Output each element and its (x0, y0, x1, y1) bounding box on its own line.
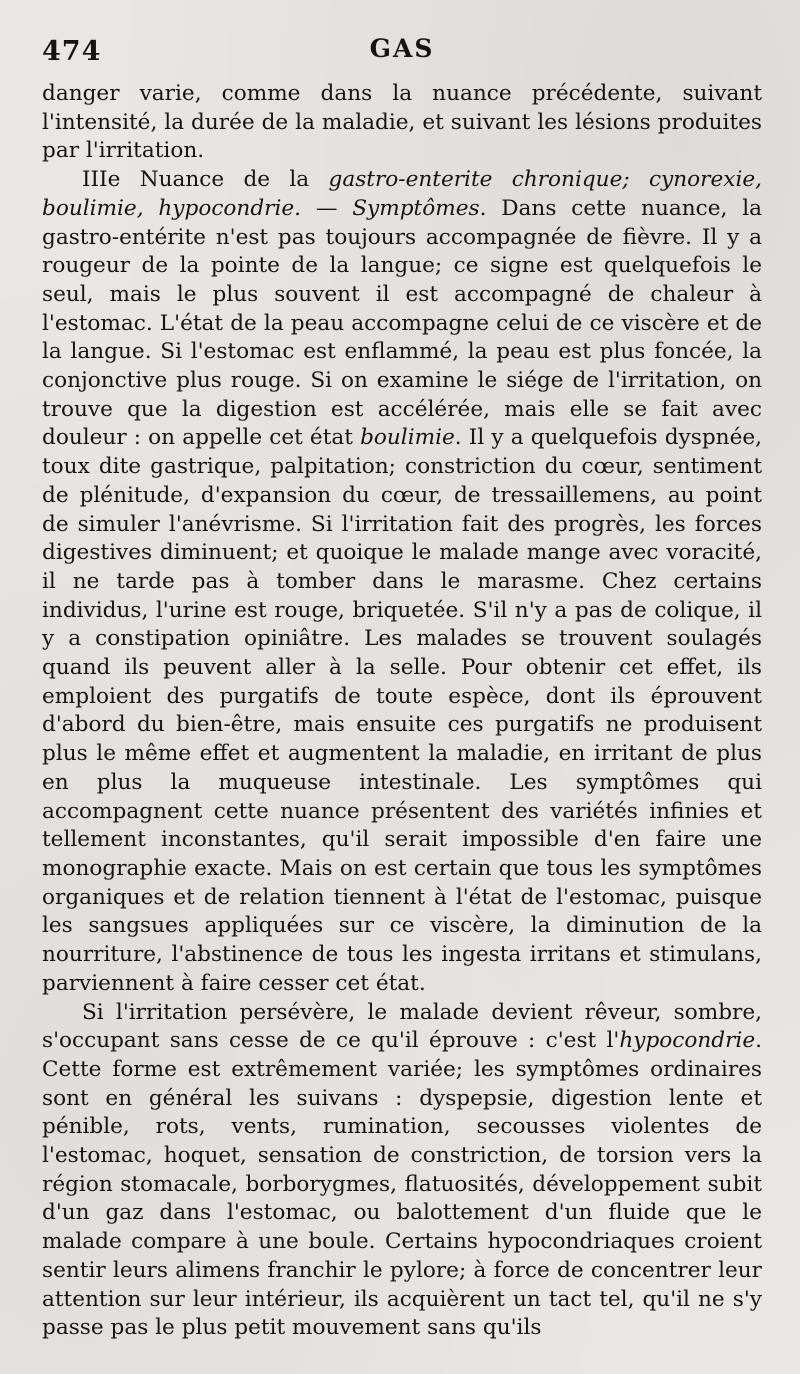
nuance-heading: IIIe Nuance de la (82, 167, 329, 193)
hypocondrie-term: hypocondrie (619, 1028, 756, 1054)
paragraph-3 (42, 999, 762, 1343)
nuance-terms: gastro-enterite chronique; cynorexie, boulimie, hypocondrie. (42, 167, 762, 221)
paragraph-2-text-b: . Il y a quelquefois dyspnée, toux dite gastrique, palpitation; constriction du cœur, sentiment de plénitude, d'expansion du cœur, de tressaillemens, au point de simuler l'anévrisme. Si l'irritation fait des progrès, les forces digestives diminuent; et quoique le malade mange avec voracité, il ne tarde pas à tomber dans le marasme. Chez certains individus, l'urine est rouge, briquetée. S'il n'y a pas de colique, il y a constipation opiniâtre. Les malades se trouvent soulagés quand ils peuvent aller à la selle. Pour obtenir cet effet, ils emploient des purgatifs de toute espèce, dont ils éprouvent d'abord du bien-être, mais ensuite ces purgatifs ne produisent plus le même effet et augmentent la maladie, en irritant de plus en plus la muqueuse intestinale. Les symptômes qui accompagnent cette nuance présentent des variétés infinies et tellement inconstantes, qu'il serait impossible d'en faire une monographie exacte. Mais on est certain que tous les symptômes organiques et de relation tiennent à l'état de l'estomac, puisque les sangsues appliquées sur ce viscère, la diminution de la nourriture, l'abstinence de tous les ingesta irritans et stimulans, parviennent à faire cesser cet état. (42, 425, 762, 996)
boulimie-term: boulimie (360, 425, 455, 451)
paragraph-2-text-a: . Dans cette nuance, la gastro-entérite n'est pas toujours accompagnée de fièvre. Il y a rougeur de la pointe de la langue; ce signe est quelquefois le seul, mais le plus souvent il est accompagné de chaleur à l'estomac. L'état de la peau accompagne celui de ce viscère et de la langue. Si l'estomac est enflammé, la peau est plus foncée, la conjonctive plus rouge. Si on examine le siége de l'irritation, on trouve que la digestion est accélérée, mais elle se fait avec douleur : on appelle cet état (42, 195, 762, 451)
running-head: GAS (369, 34, 435, 63)
paragraph-3-text-a: Si l'irritation persévère, le malade devient rêveur, sombre, s'occupant sans cesse de ce qu'il éprouve : c'est l' (42, 999, 762, 1054)
page-header (42, 34, 762, 80)
paragraph-1: danger varie, comme dans la nuance précédente, suivant l'intensité, la durée de la maladie, et suivant les lésions produites par l'irritation. (42, 81, 762, 164)
page-number: 474 (42, 36, 102, 67)
paragraph-2 (42, 166, 762, 998)
em-dash: — (301, 195, 353, 221)
body-text (42, 80, 762, 1343)
paragraph-3-text-b: . Cette forme est extrêmement variée; les symptômes ordinaires sont en général les suivans : dyspepsie, digestion lente et pénible, rots, vents, rumination, secousses violentes de l'estomac, hoquet, sensation de constriction, de torsion vers la région stomacale, borborygmes, flatuosités, développement subit d'un gaz dans l'estomac, ou balottement d'un fluide que le malade compare à une boule. Certains hypocondriaques croient sentir leurs alimens franchir le pylore; à force de concentrer leur attention sur leur intérieur, ils acquièrent un tact tel, qu'il ne s'y passe pas le plus petit mouvement sans qu'ils (42, 1028, 762, 1341)
symptomes-label: Symptômes (352, 195, 480, 221)
